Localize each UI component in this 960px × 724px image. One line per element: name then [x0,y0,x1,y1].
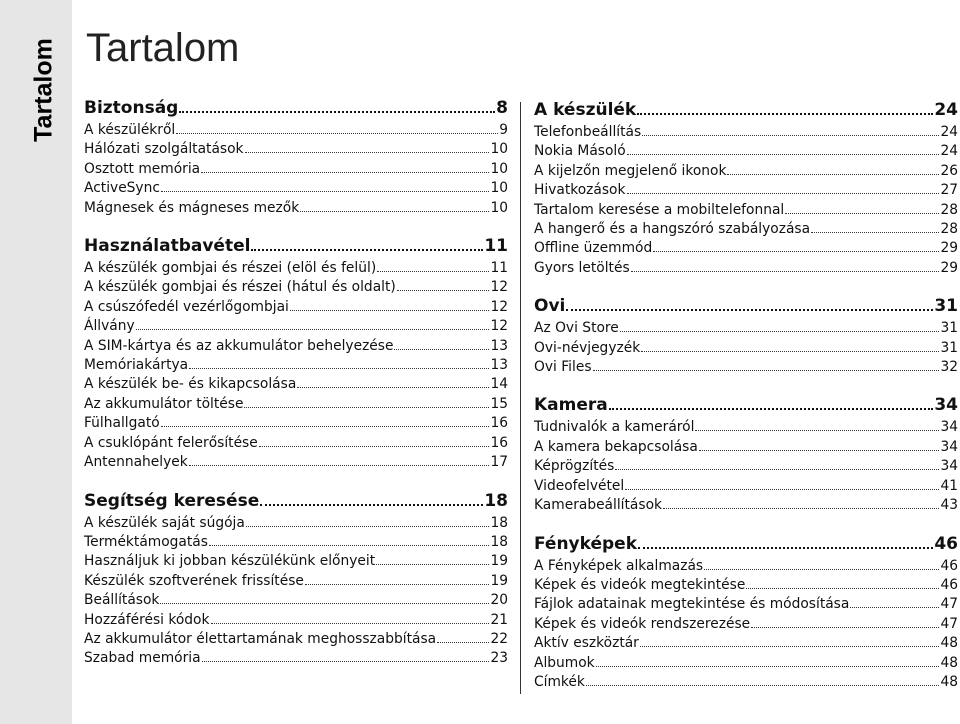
dot-leader [751,623,939,628]
toc-entry[interactable] [534,239,958,258]
entry-title: Aktív eszköztár [534,635,639,652]
page-number: 11 [484,236,508,257]
page-number: 23 [490,650,508,667]
page-number: 48 [940,673,958,690]
toc-section [534,98,958,278]
entry-title: Készülék szoftverének frissítése [84,572,304,589]
page-number: 32 [940,359,958,376]
page-number: 21 [490,611,508,628]
page-title: Tartalom [86,26,240,70]
entry-title: Fájlok adatainak megtekintése és módosítása [534,596,850,613]
dot-leader [377,267,489,272]
dot-leader [699,446,940,451]
dot-leader [704,565,939,570]
page-number: 14 [490,376,508,393]
dot-leader [615,465,939,470]
page-number: 48 [940,654,958,671]
toc-section [534,294,958,377]
toc-column-right [534,98,958,708]
dot-leader [785,209,939,214]
toc-entry[interactable] [534,162,958,181]
entry-title: A Fényképek alkalmazás [534,557,704,574]
page-number: 16 [490,415,508,432]
dot-leader [202,657,490,662]
entry-title: Az Ovi Store [534,320,619,337]
dot-leader [189,461,490,466]
entry-title: Osztott memória [84,160,201,177]
toc-entry[interactable] [84,179,508,198]
entry-title: Nokia Másoló [534,143,626,160]
toc-entry[interactable] [84,591,508,610]
page-number: 18 [490,514,508,531]
dot-leader [244,403,489,408]
dot-leader [259,442,490,447]
toc-entry[interactable] [84,533,508,552]
entry-title: A csúszófedél vezérlőgombjai [84,298,289,315]
page-number: 9 [499,122,508,138]
toc-section [84,96,508,218]
dot-leader [627,189,940,194]
dot-leader [631,267,940,272]
dot-leader [620,327,940,332]
dot-leader [161,187,490,192]
page-number: 41 [940,477,958,494]
toc-entry[interactable] [534,576,958,595]
dot-leader [160,599,489,604]
entry-title: Beállítások [84,592,160,609]
toc-entry[interactable] [84,414,508,433]
page-number: 19 [490,572,508,589]
column-divider [520,102,521,694]
entry-title: Videofelvétel [534,477,625,494]
toc-section-heading[interactable] [534,98,958,122]
dot-leader [201,168,489,173]
section-title: Fényképek [534,533,638,554]
dot-leader [609,404,934,410]
toc-entry[interactable] [534,557,958,576]
dot-leader [297,383,489,388]
toc-entry[interactable] [84,317,508,336]
dot-leader [246,522,490,527]
dot-leader [746,584,939,589]
toc-entry[interactable] [84,356,508,375]
toc-entry[interactable] [84,395,508,414]
entry-title: Hozzáférési kódok [84,611,210,628]
page-number: 24 [934,100,958,120]
page-number: 10 [490,199,508,216]
dot-leader [305,580,490,585]
toc-entry[interactable] [84,552,508,571]
entry-title: Mágnesek és mágneses mezők [84,199,300,216]
entry-title: Az akkumulátor töltése [84,395,244,412]
toc-entry[interactable] [84,278,508,297]
dot-leader [653,247,939,252]
dot-leader [211,619,490,624]
dot-leader [245,148,490,153]
sidebar-tab [0,0,72,724]
entry-title: Az akkumulátor élettartamának meghosszabbítása [84,630,437,647]
page-number: 29 [940,259,958,276]
toc-column-left [84,96,508,685]
dot-leader [850,603,939,608]
toc-entry[interactable] [534,654,958,673]
entry-title: Antennahelyek [84,454,188,471]
entry-title: Hálózati szolgáltatások [84,141,244,158]
toc-section-heading[interactable] [84,234,508,258]
toc-section-heading[interactable] [534,393,958,417]
dot-leader [695,426,939,431]
entry-title: Képrögzítés [534,458,615,475]
toc-entry[interactable] [534,673,958,692]
toc-entry[interactable] [84,453,508,472]
toc-entry[interactable] [534,181,958,200]
page-number: 11 [490,260,508,277]
dot-leader [593,366,940,371]
dot-leader [376,560,489,565]
page-number: 27 [940,182,958,199]
entry-title: A készülék saját súgója [84,514,245,531]
dot-leader [251,245,483,251]
entry-title: A kamera bekapcsolása [534,438,698,455]
page-number: 29 [940,240,958,257]
page-number: 46 [940,576,958,593]
dot-leader [189,364,489,369]
page-number: 31 [940,320,958,337]
toc-entry[interactable] [534,358,958,377]
page-number: 43 [940,497,958,514]
entry-title: Tudnivalók a kameráról [534,419,695,436]
toc-entry[interactable] [84,572,508,591]
toc-entry[interactable] [84,160,508,179]
section-title: Biztonság [84,98,179,118]
page-number: 22 [490,630,508,647]
entry-title: ActiveSync [84,180,160,197]
page-number: 12 [490,318,508,335]
entry-title: Kamerabeállítások [534,497,662,514]
dot-leader [300,207,489,212]
page-number: 13 [490,357,508,374]
toc-section [84,234,508,472]
sidebar-tab-label: Tartalom [29,38,58,142]
page-number: 34 [940,419,958,436]
entry-title: Offline üzemmód [534,240,653,257]
entry-title: Fülhallgató [84,415,160,432]
toc-entry[interactable] [84,649,508,668]
entry-title: A készülék be- és kikapcsolása [84,376,297,393]
dot-leader [161,422,490,427]
page-number: 24 [940,124,958,140]
dot-leader [637,109,933,115]
entry-title: Ovi-névjegyzék [534,339,641,356]
toc-entry[interactable] [534,634,958,653]
toc-entry[interactable] [84,298,508,317]
entry-title: Hivatkozások [534,182,626,199]
toc-entry[interactable] [534,220,958,239]
page-number: 19 [490,553,508,570]
toc-section-heading[interactable] [534,294,958,318]
section-title: Használatbavétel [84,236,251,257]
page-number: 47 [940,615,958,632]
toc-section-heading[interactable] [84,96,508,120]
page-number: 13 [490,337,508,354]
entry-title: Képek és videók rendszerezése [534,615,751,632]
section-title: A készülék [534,100,637,120]
page-number: 28 [940,201,958,218]
entry-title: A SIM-kártya és az akkumulátor behelyezése [84,337,394,354]
toc-entry[interactable] [534,457,958,476]
dot-leader [586,681,940,686]
entry-title: Címkék [534,673,585,690]
page-number: 8 [496,98,508,118]
toc-section [84,489,508,669]
dot-leader [179,107,495,113]
page-number: 18 [484,490,508,511]
toc-entry[interactable] [84,199,508,218]
toc-entry[interactable] [534,259,958,278]
section-title: Segítség keresése [84,490,260,511]
page-number: 24 [940,143,958,160]
dot-leader [640,642,940,647]
page-number: 20 [490,592,508,609]
page-number: 10 [490,160,508,177]
entry-title: Memóriakártya [84,357,189,374]
toc-entry[interactable] [534,123,958,142]
toc-entry[interactable] [84,514,508,533]
toc-entry[interactable] [84,140,508,159]
toc-section-heading[interactable] [84,489,508,513]
dot-leader [641,347,939,352]
toc-section [534,393,958,515]
toc-entry[interactable] [84,434,508,453]
toc-entry[interactable] [84,259,508,278]
page-number: 31 [934,296,958,317]
page-number: 28 [940,221,958,238]
entry-title: Telefonbeállítás [534,124,642,140]
toc-entry[interactable] [534,477,958,496]
entry-title: Állvány [84,318,135,335]
page-number: 31 [940,339,958,356]
toc-entry[interactable] [84,121,508,140]
toc-entry[interactable] [534,142,958,161]
dot-leader [642,131,939,136]
entry-title: A csuklópánt felerősítése [84,434,258,451]
toc-entry[interactable] [534,496,958,515]
entry-title: Tartalom keresése a mobiltelefonnal [534,201,785,218]
dot-leader [566,305,933,311]
dot-leader [727,170,939,175]
toc-entry[interactable] [534,339,958,358]
entry-title: Használjuk ki jobban készülékünk előnyeit [84,553,376,570]
entry-title: A készülék gombjai és részei (elöl és felül) [84,260,377,277]
page-number: 47 [940,596,958,613]
toc-entry[interactable] [84,375,508,394]
toc-entry[interactable] [84,337,508,356]
page-number: 34 [940,438,958,455]
page-number: 48 [940,635,958,652]
page-number: 34 [934,395,958,416]
dot-leader [625,485,939,490]
dot-leader [176,129,498,134]
dot-leader [596,662,940,667]
toc-entry[interactable] [534,438,958,457]
page-number: 10 [490,141,508,158]
section-title: Kamera [534,395,608,416]
page-number: 15 [490,395,508,412]
toc-entry[interactable] [534,201,958,220]
page-number: 34 [940,458,958,475]
page-number: 46 [940,557,958,574]
page-number: 26 [940,162,958,179]
entry-title: A készülék gombjai és részei (hátul és oldalt) [84,279,396,296]
section-title: Ovi [534,296,566,317]
dot-leader [627,150,940,155]
entry-title: A kijelzőn megjelenő ikonok [534,162,727,179]
entry-title: Ovi Files [534,359,592,376]
toc-entry[interactable] [534,319,958,338]
entry-title: Albumok [534,654,595,671]
page-number: 16 [490,434,508,451]
dot-leader [136,325,490,330]
entry-title: A hangerő és a hangszóró szabályozása [534,221,811,238]
page-number: 10 [490,180,508,197]
page-number: 18 [490,533,508,550]
dot-leader [811,228,939,233]
entry-title: Képek és videók megtekintése [534,576,746,593]
toc-entry[interactable] [534,418,958,437]
entry-title: A készülékről [84,122,176,138]
dot-leader [397,286,490,291]
page-number: 12 [490,279,508,296]
dot-leader [209,541,490,546]
entry-title: Terméktámogatás [84,533,208,550]
toc-entry[interactable] [84,630,508,649]
toc-entry[interactable] [534,615,958,634]
page-number: 17 [490,454,508,471]
toc-entry[interactable] [84,611,508,630]
dot-leader [260,500,483,506]
dot-leader [663,504,939,509]
entry-title: Szabad memória [84,650,201,667]
page-number: 12 [490,298,508,315]
dot-leader [437,638,489,643]
toc-entry[interactable] [534,595,958,614]
dot-leader [638,543,933,549]
entry-title: Gyors letöltés [534,259,630,276]
dot-leader [394,345,489,350]
toc-section [534,532,958,693]
dot-leader [290,306,490,311]
toc-section-heading[interactable] [534,532,958,556]
page-number: 46 [934,533,958,554]
